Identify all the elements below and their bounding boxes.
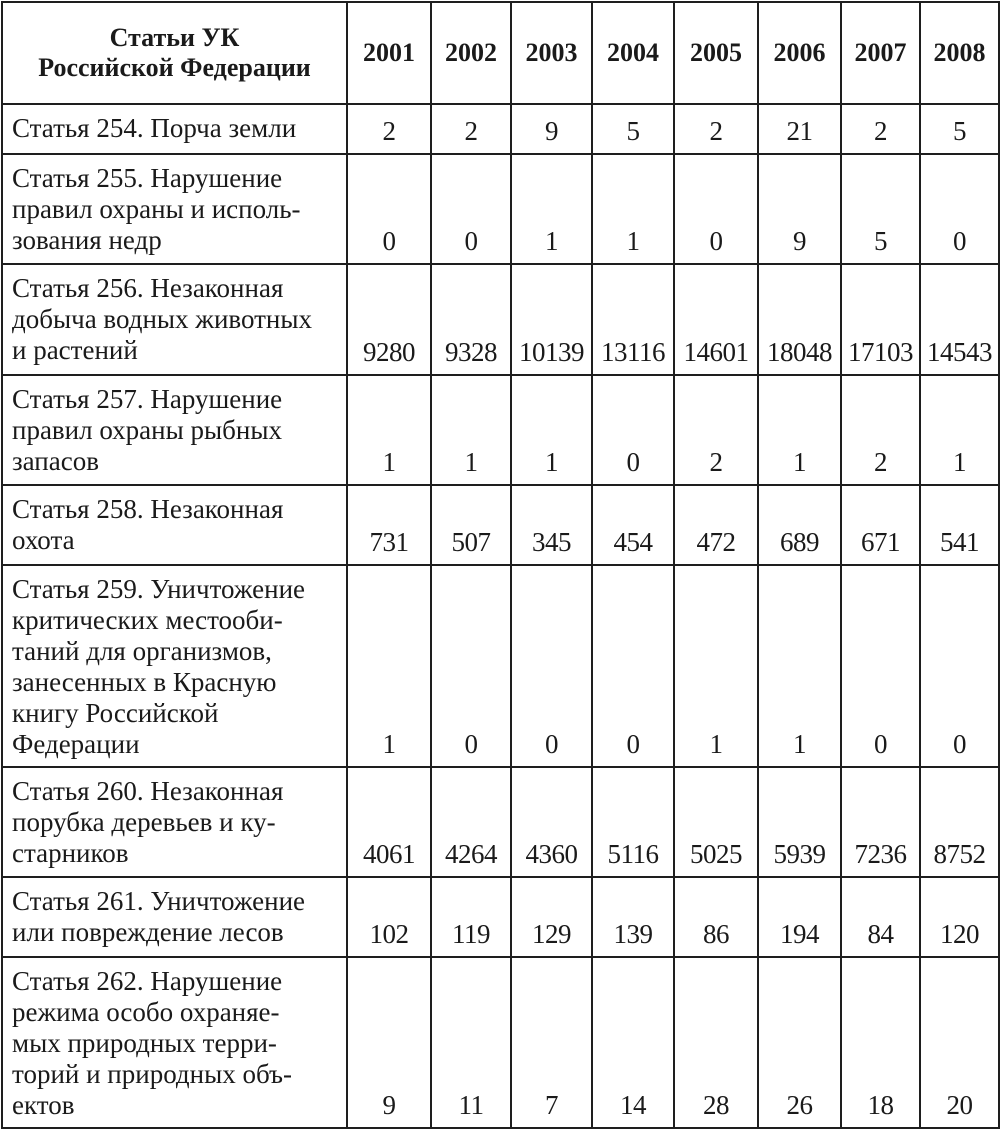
value-cell: 4264 xyxy=(431,767,511,877)
value-cell: 14601 xyxy=(674,264,758,375)
value-cell: 129 xyxy=(511,877,592,957)
value-cell: 28 xyxy=(674,957,758,1128)
article-name-cell: Статья 259. Уничтожение критических местооби- таний для организмов, занесенных в Красную книгу Российской Федерации xyxy=(2,565,347,767)
value-cell: 5 xyxy=(592,104,674,154)
value-cell: 1 xyxy=(674,565,758,767)
value-cell: 1 xyxy=(347,375,431,485)
value-cell: 0 xyxy=(511,565,592,767)
value-cell: 2 xyxy=(431,104,511,154)
value-cell: 1 xyxy=(347,565,431,767)
value-cell: 454 xyxy=(592,485,674,565)
article-name-cell: Статья 262. Нарушение режима особо охраняе- мых природных терри- торий и природных объ- ектов xyxy=(2,957,347,1128)
value-cell: 14 xyxy=(592,957,674,1128)
article-name-cell: Статья 258. Незаконная охота xyxy=(2,485,347,565)
value-cell: 18 xyxy=(841,957,920,1128)
value-cell: 0 xyxy=(347,154,431,264)
value-cell: 5939 xyxy=(758,767,841,877)
value-cell: 2 xyxy=(674,375,758,485)
value-cell: 5 xyxy=(841,154,920,264)
header-year: 2007 xyxy=(841,2,920,104)
table-row xyxy=(2,767,999,877)
value-cell: 1 xyxy=(431,375,511,485)
value-cell: 9 xyxy=(511,104,592,154)
value-cell: 472 xyxy=(674,485,758,565)
value-cell: 11 xyxy=(431,957,511,1128)
article-name-cell: Статья 257. Нарушение правил охраны рыбных запасов xyxy=(2,375,347,485)
value-cell: 345 xyxy=(511,485,592,565)
header-articles-line2: Российской Федерации xyxy=(38,53,311,82)
header-row xyxy=(2,2,999,104)
value-cell: 2 xyxy=(841,375,920,485)
value-cell: 84 xyxy=(841,877,920,957)
value-cell: 2 xyxy=(841,104,920,154)
article-name-cell: Статья 256. Незаконная добыча водных животных и растений xyxy=(2,264,347,375)
value-cell: 2 xyxy=(674,104,758,154)
header-year: 2005 xyxy=(674,2,758,104)
header-articles-line1: Статьи УК xyxy=(109,23,240,52)
table-header xyxy=(2,2,999,104)
value-cell: 120 xyxy=(920,877,999,957)
table-row xyxy=(2,957,999,1128)
header-year: 2003 xyxy=(511,2,592,104)
value-cell: 13116 xyxy=(592,264,674,375)
value-cell: 119 xyxy=(431,877,511,957)
value-cell: 0 xyxy=(592,375,674,485)
table-row xyxy=(2,104,999,154)
value-cell: 0 xyxy=(920,154,999,264)
value-cell: 4360 xyxy=(511,767,592,877)
value-cell: 1 xyxy=(511,375,592,485)
value-cell: 541 xyxy=(920,485,999,565)
value-cell: 1 xyxy=(920,375,999,485)
table-body xyxy=(2,104,999,1128)
table-row xyxy=(2,375,999,485)
header-year: 2006 xyxy=(758,2,841,104)
value-cell: 0 xyxy=(592,565,674,767)
value-cell: 17103 xyxy=(841,264,920,375)
value-cell: 194 xyxy=(758,877,841,957)
value-cell: 20 xyxy=(920,957,999,1128)
value-cell: 21 xyxy=(758,104,841,154)
header-articles-cell xyxy=(2,2,347,104)
value-cell: 507 xyxy=(431,485,511,565)
crime-statistics-table xyxy=(1,1,1000,1129)
table-row xyxy=(2,485,999,565)
header-year: 2001 xyxy=(347,2,431,104)
value-cell: 86 xyxy=(674,877,758,957)
table-row xyxy=(2,877,999,957)
value-cell: 4061 xyxy=(347,767,431,877)
table-row xyxy=(2,154,999,264)
value-cell: 1 xyxy=(592,154,674,264)
value-cell: 5116 xyxy=(592,767,674,877)
value-cell: 9280 xyxy=(347,264,431,375)
value-cell: 1 xyxy=(511,154,592,264)
value-cell: 731 xyxy=(347,485,431,565)
value-cell: 8752 xyxy=(920,767,999,877)
value-cell: 671 xyxy=(841,485,920,565)
value-cell: 0 xyxy=(674,154,758,264)
value-cell: 10139 xyxy=(511,264,592,375)
value-cell: 2 xyxy=(347,104,431,154)
value-cell: 0 xyxy=(431,154,511,264)
value-cell: 102 xyxy=(347,877,431,957)
article-name-cell: Статья 255. Нарушение правил охраны и исполь- зования недр xyxy=(2,154,347,264)
value-cell: 1 xyxy=(758,565,841,767)
value-cell: 0 xyxy=(431,565,511,767)
value-cell: 9328 xyxy=(431,264,511,375)
article-name-cell: Статья 261. Уничтожение или повреждение лесов xyxy=(2,877,347,957)
table-row xyxy=(2,565,999,767)
header-year: 2002 xyxy=(431,2,511,104)
value-cell: 9 xyxy=(347,957,431,1128)
value-cell: 139 xyxy=(592,877,674,957)
article-name-cell: Статья 260. Незаконная порубка деревьев и ку- старников xyxy=(2,767,347,877)
value-cell: 18048 xyxy=(758,264,841,375)
value-cell: 7 xyxy=(511,957,592,1128)
value-cell: 689 xyxy=(758,485,841,565)
value-cell: 14543 xyxy=(920,264,999,375)
value-cell: 5 xyxy=(920,104,999,154)
value-cell: 7236 xyxy=(841,767,920,877)
value-cell: 26 xyxy=(758,957,841,1128)
article-name-cell: Статья 254. Порча земли xyxy=(2,104,347,154)
value-cell: 5025 xyxy=(674,767,758,877)
value-cell: 9 xyxy=(758,154,841,264)
header-year: 2008 xyxy=(920,2,999,104)
value-cell: 1 xyxy=(758,375,841,485)
value-cell: 0 xyxy=(920,565,999,767)
header-year: 2004 xyxy=(592,2,674,104)
table-row xyxy=(2,264,999,375)
value-cell: 0 xyxy=(841,565,920,767)
